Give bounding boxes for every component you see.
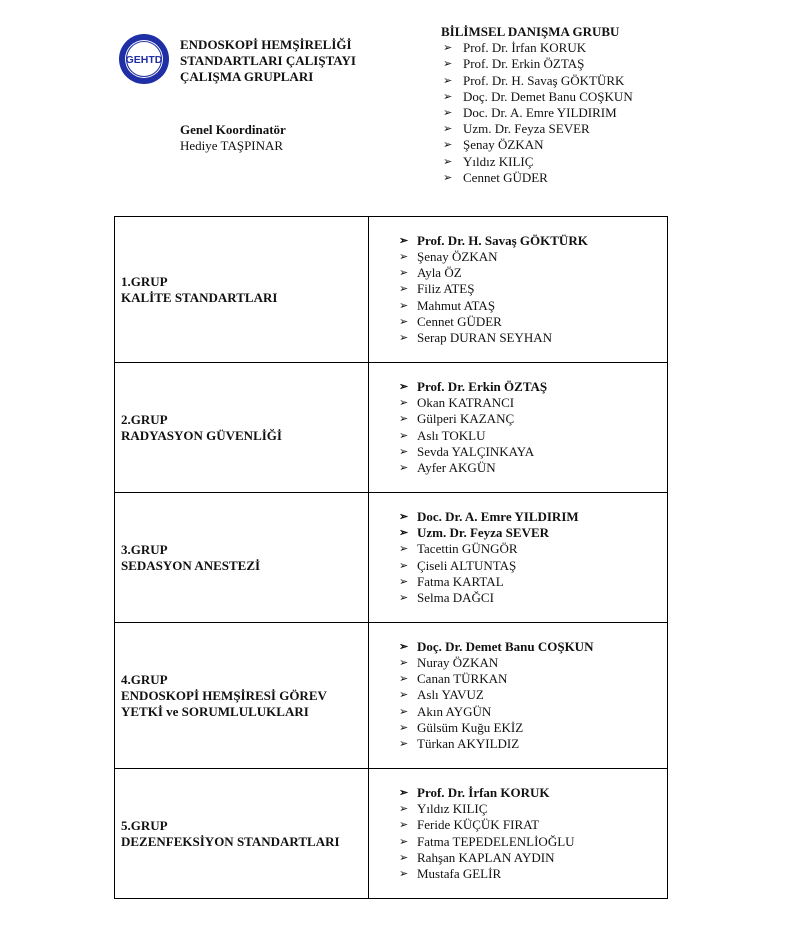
general-coordinator	[180, 122, 286, 154]
group-number: 4.GRUP	[121, 671, 168, 687]
member-item	[397, 866, 667, 882]
member-name: Mustafa GELİR	[417, 865, 502, 881]
group-member-list	[397, 785, 667, 882]
member-name: Doc. Dr. A. Emre YILDIRIM	[463, 105, 617, 121]
group-row	[115, 493, 668, 623]
group-row	[115, 217, 668, 363]
group-name-cell	[115, 623, 369, 769]
member-item	[397, 736, 667, 752]
group-member-list	[397, 379, 667, 476]
member-item	[397, 558, 667, 574]
member-name: Okan KATRANCI	[417, 395, 515, 411]
group-name-cell	[115, 493, 369, 623]
member-name: Prof. Dr. İrfan KORUK	[417, 784, 550, 800]
arrow-bullet-icon: ➢	[399, 283, 409, 296]
advisory-member-list	[441, 40, 633, 186]
member-item	[397, 265, 667, 281]
member-item	[397, 590, 667, 606]
group-title: SEDASYON ANESTEZİ	[121, 557, 261, 573]
group-title: RADYASYON GÜVENLİĞİ	[121, 427, 282, 443]
group-members-cell	[369, 769, 668, 899]
member-item	[441, 40, 633, 56]
advisory-board-title: BİLİMSEL DANIŞMA GRUBU	[441, 24, 620, 39]
arrow-bullet-icon: ➢	[399, 380, 409, 393]
member-name: Rahşan KAPLAN AYDIN	[417, 849, 555, 865]
member-name: Prof. Dr. H. Savaş GÖKTÜRK	[463, 72, 625, 88]
member-name: Fatma TEPEDELENLİOĞLU	[417, 833, 575, 849]
member-item	[397, 395, 667, 411]
member-name: Şenay ÖZKAN	[463, 137, 544, 153]
member-item	[397, 525, 667, 541]
group-name-cell	[115, 217, 369, 363]
arrow-bullet-icon: ➢	[399, 738, 409, 750]
group-title: KALİTE STANDARTLARI	[121, 289, 278, 305]
logo-text: GEHTD	[125, 54, 163, 66]
member-name: Ayla ÖZ	[417, 265, 462, 281]
member-name: Selma DAĞCI	[417, 589, 494, 605]
arrow-bullet-icon: ➢	[399, 705, 409, 718]
member-item	[397, 444, 667, 460]
arrow-bullet-icon: ➢	[399, 299, 409, 312]
arrow-bullet-icon: ➢	[399, 510, 409, 523]
member-name: Sevda YALÇINKAYA	[417, 443, 535, 459]
title-line-3: ÇALIŞMA GRUPLARI	[180, 69, 314, 84]
member-name: Fatma KARTAL	[417, 573, 504, 589]
group-member-list	[397, 509, 667, 606]
member-name: Serap DURAN SEYHAN	[417, 330, 553, 345]
group-member-list	[397, 639, 667, 752]
member-item	[441, 89, 633, 105]
member-name: Gülperi KAZANÇ	[417, 411, 515, 427]
group-members-cell	[369, 217, 668, 363]
member-item	[397, 379, 667, 395]
member-item	[397, 460, 667, 476]
member-name: Ayfer AKGÜN	[417, 459, 496, 475]
member-item	[441, 137, 633, 153]
member-item	[397, 281, 667, 297]
arrow-bullet-icon: ➢	[443, 123, 453, 136]
member-name: Akın AYGÜN	[417, 703, 492, 719]
member-name: Çiseli ALTUNTAŞ	[417, 557, 517, 573]
arrow-bullet-icon: ➢	[399, 851, 409, 864]
member-item	[397, 720, 667, 736]
member-item	[441, 73, 633, 89]
member-item	[397, 541, 667, 557]
member-name: Cennet GÜDER	[463, 169, 548, 185]
arrow-bullet-icon: ➢	[399, 429, 409, 442]
group-member-list	[397, 233, 667, 346]
arrow-bullet-icon: ➢	[399, 234, 409, 247]
arrow-bullet-icon: ➢	[399, 559, 409, 572]
arrow-bullet-icon: ➢	[443, 74, 453, 87]
group-name-cell	[115, 363, 369, 493]
arrow-bullet-icon: ➢	[443, 58, 453, 71]
title-line-2: STANDARTLARI ÇALIŞTAYI	[180, 53, 356, 68]
group-row	[115, 769, 668, 899]
member-name: Aslı TOKLU	[417, 427, 486, 443]
arrow-bullet-icon: ➢	[443, 42, 453, 55]
arrow-bullet-icon: ➢	[399, 413, 409, 426]
arrow-bullet-icon: ➢	[399, 397, 409, 410]
member-name: Uzm. Dr. Feyza SEVER	[417, 525, 550, 541]
arrow-bullet-icon: ➢	[399, 803, 409, 816]
group-members-cell	[369, 493, 668, 623]
member-item	[397, 850, 667, 866]
arrow-bullet-icon: ➢	[443, 90, 453, 103]
member-name: Feride KÜÇÜK FIRAT	[417, 817, 540, 833]
arrow-bullet-icon: ➢	[399, 543, 409, 556]
member-name: Prof. Dr. Erkin ÖZTAŞ	[417, 378, 548, 394]
arrow-bullet-icon: ➢	[399, 591, 409, 604]
coordinator-name: Hediye TAŞPINAR	[180, 138, 284, 153]
member-item	[397, 249, 667, 265]
member-item	[397, 314, 667, 330]
arrow-bullet-icon: ➢	[399, 332, 409, 344]
member-item	[441, 154, 633, 170]
member-name: Nuray ÖZKAN	[417, 654, 499, 670]
arrow-bullet-icon: ➢	[399, 819, 409, 832]
member-name: Gülsüm Kuğu EKİZ	[417, 719, 524, 735]
arrow-bullet-icon: ➢	[443, 155, 453, 168]
document-title	[180, 37, 356, 85]
arrow-bullet-icon: ➢	[399, 640, 409, 653]
arrow-bullet-icon: ➢	[399, 267, 409, 280]
arrow-bullet-icon: ➢	[399, 673, 409, 686]
member-name: Prof. Dr. İrfan KORUK	[463, 40, 587, 56]
member-name: Yıldız KILIÇ	[463, 153, 534, 169]
member-item	[397, 298, 667, 314]
arrow-bullet-icon: ➢	[399, 786, 409, 799]
group-number: 1.GRUP	[121, 273, 168, 289]
member-item	[441, 121, 633, 137]
member-name: Doc. Dr. A. Emre YILDIRIM	[417, 508, 579, 524]
group-name-cell	[115, 769, 369, 899]
arrow-bullet-icon: ➢	[443, 171, 453, 184]
member-item	[397, 428, 667, 444]
member-item	[397, 785, 667, 801]
arrow-bullet-icon: ➢	[399, 835, 409, 848]
member-item	[397, 233, 667, 249]
member-item	[397, 330, 667, 346]
member-item	[397, 704, 667, 720]
member-item	[441, 105, 633, 121]
member-name: Filiz ATEŞ	[417, 281, 475, 297]
advisory-board	[441, 24, 633, 186]
member-name: Doç. Dr. Demet Banu COŞKUN	[463, 88, 633, 104]
group-title: DEZENFEKSİYON STANDARTLARI	[121, 833, 340, 849]
arrow-bullet-icon: ➢	[399, 867, 409, 880]
member-name: Türkan AKYILDIZ	[417, 736, 520, 751]
group-number: 5.GRUP	[121, 817, 168, 833]
member-name: Cennet GÜDER	[417, 313, 502, 329]
member-name: Prof. Dr. Erkin ÖZTAŞ	[463, 56, 585, 72]
arrow-bullet-icon: ➢	[399, 527, 409, 540]
arrow-bullet-icon: ➢	[399, 721, 409, 734]
member-item	[397, 655, 667, 671]
group-number: 2.GRUP	[121, 411, 168, 427]
arrow-bullet-icon: ➢	[399, 250, 409, 263]
member-name: Yıldız KILIÇ	[417, 801, 488, 817]
member-item	[397, 801, 667, 817]
arrow-bullet-icon: ➢	[399, 689, 409, 702]
member-name: Doç. Dr. Demet Banu COŞKUN	[417, 638, 594, 654]
group-members-cell	[369, 623, 668, 769]
member-name: Mahmut ATAŞ	[417, 297, 496, 313]
member-item	[441, 170, 633, 186]
arrow-bullet-icon: ➢	[399, 445, 409, 458]
association-logo	[118, 33, 170, 85]
member-name: Tacettin GÜNGÖR	[417, 541, 518, 557]
arrow-bullet-icon: ➢	[399, 461, 409, 474]
member-name: Şenay ÖZKAN	[417, 248, 498, 264]
group-row	[115, 363, 668, 493]
arrow-bullet-icon: ➢	[399, 656, 409, 669]
member-item	[397, 574, 667, 590]
member-name: Aslı YAVUZ	[417, 687, 484, 703]
member-name: Uzm. Dr. Feyza SEVER	[463, 121, 590, 137]
arrow-bullet-icon: ➢	[443, 107, 453, 120]
member-item	[397, 411, 667, 427]
group-title: ENDOSKOPİ HEMŞİRESİ GÖREV	[121, 687, 327, 703]
member-item	[397, 639, 667, 655]
member-name: Canan TÜRKAN	[417, 671, 508, 687]
group-row	[115, 623, 668, 769]
member-item	[441, 56, 633, 72]
group-number: 3.GRUP	[121, 541, 168, 557]
member-item	[397, 687, 667, 703]
arrow-bullet-icon: ➢	[443, 139, 453, 152]
coordinator-label: Genel Koordinatör	[180, 122, 286, 137]
member-item	[397, 817, 667, 833]
group-members-cell	[369, 363, 668, 493]
group-title: YETKİ ve SORUMLULUKLARI	[121, 703, 309, 719]
member-name: Prof. Dr. H. Savaş GÖKTÜRK	[417, 232, 588, 248]
member-item	[397, 834, 667, 850]
working-groups-table	[114, 216, 668, 899]
arrow-bullet-icon: ➢	[399, 315, 409, 328]
arrow-bullet-icon: ➢	[399, 575, 409, 588]
member-item	[397, 509, 667, 525]
title-line-1: ENDOSKOPİ HEMŞİRELİĞİ	[180, 37, 352, 52]
member-item	[397, 671, 667, 687]
